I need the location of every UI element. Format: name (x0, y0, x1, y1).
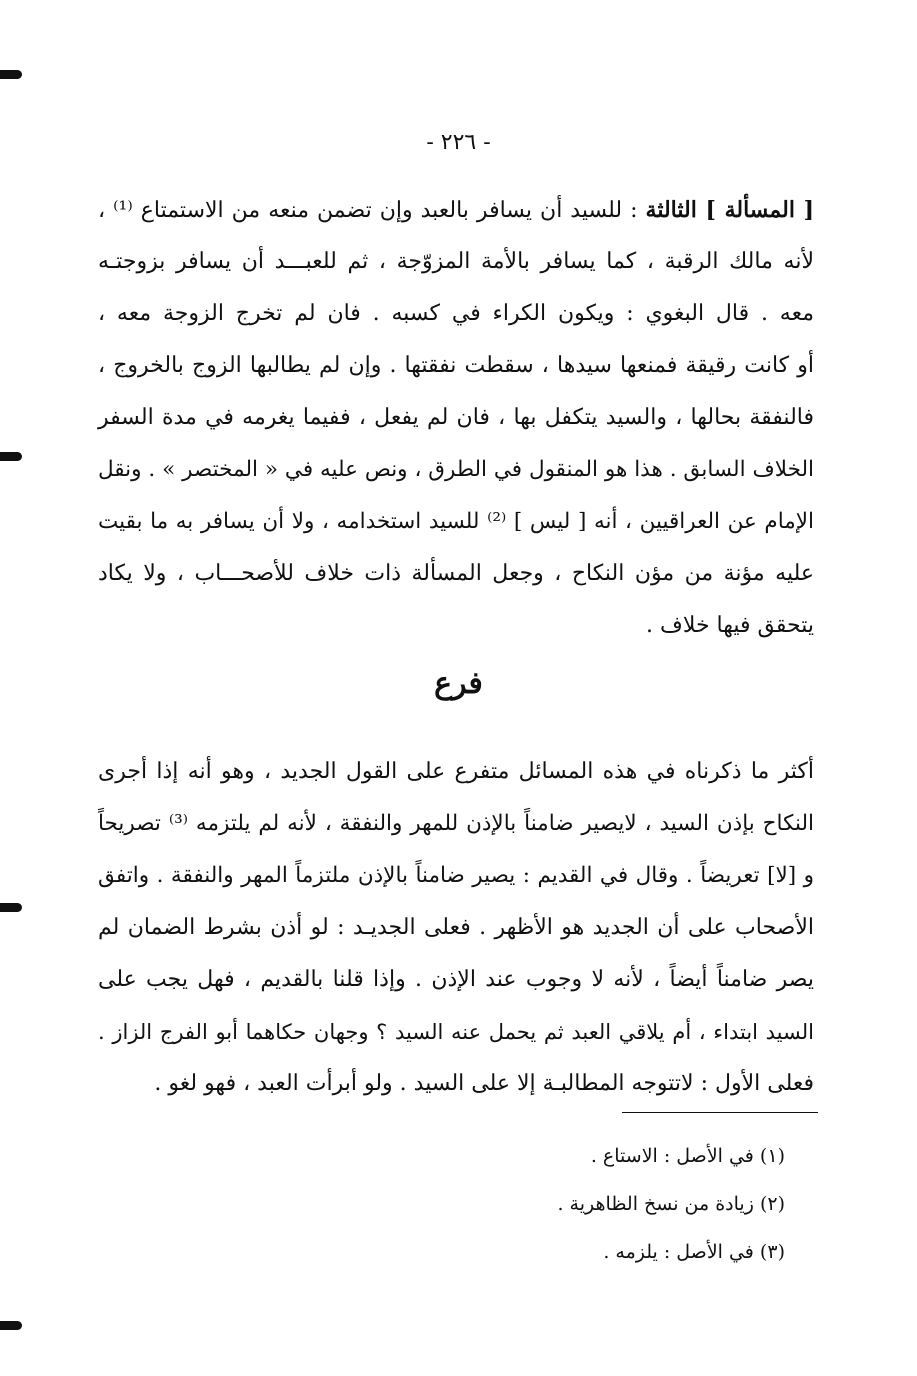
scan-edge-mark (0, 1321, 22, 1330)
paragraph-line: معه . قال البغوي : ويكون الكراء في كسبه . فان لم تخرج الزوجة معه ، (98, 301, 814, 326)
paragraph-branch (98, 746, 814, 1110)
issue-heading: [ المسألة ] الثالثة (645, 197, 815, 223)
paragraph-line: لأنه مالك الرقبة ، كما يسافر بالأمة المزوّجة ، ثم للعبـــد أن يسافر بزوجتـه (98, 249, 814, 274)
paragraph-third-issue (98, 184, 814, 652)
scan-edge-mark (0, 903, 22, 912)
paragraph-line: الأصحاب على أن الجديد هو الأظهر . فعلى الجديـد : لو أذن بشرط الضمان لم (98, 915, 814, 940)
paragraph-line (98, 184, 814, 236)
paragraph-line: أكثر ما ذكرناه في هذه المسائل متفرع على القول الجديد ، وهو أنه إذا أجرى (98, 759, 814, 784)
paragraph-line: و [لا] تعريضاً . وقال في القديم : يصير ضامناً بالإذن ملتزماً المهر والنفقة . واتفق (98, 863, 814, 888)
paragraph-line: عليه مؤنة من مؤن النكاح ، وجعل المسألة ذات خلاف للأصحـــاب ، ولا يكاد (98, 561, 814, 586)
page-number: - ٢٢٦ - (426, 130, 491, 155)
footnote-3: (٣) في الأصل : يلزمه . (603, 1241, 785, 1263)
scan-edge-mark (0, 452, 22, 461)
paragraph-line: السيد ابتداء ، أم يلاقي العبد ثم يحمل عنه السيد ؟ وجهان حكاهما أبو الفرج الزاز . (98, 1020, 814, 1044)
paragraph-line: الخلاف السابق . هذا هو المنقول في الطرق ، ونص عليه في « المختصر » . ونقل (98, 457, 814, 482)
paragraph-line: يصر ضامناً أيضاً ، لأنه لا وجوب عند الإذن . وإذا قلنا بالقديم ، فهل يجب على (98, 967, 814, 992)
footnote-1: (١) في الأصل : الاستاع . (590, 1145, 785, 1167)
footnotes (557, 1132, 785, 1276)
footnote-2: (٢) زيادة من نسخ الظاهرية . (557, 1193, 785, 1215)
paragraph-line: فالنفقة بحالها ، والسيد يتكفل بها ، فان لم يفعل ، ففيما يغرمه في مدة السفر (98, 405, 814, 430)
paragraph-line: النكاح بإذن السيد ، لايصير ضامناً بالإذن للمهر والنفقة ، لأنه لم يلتزمه ⁽³⁾ تصريحاً (98, 811, 814, 836)
scan-edge-mark (0, 70, 22, 79)
section-heading: فرع (434, 666, 483, 701)
paragraph-line: فعلى الأول : لاتتوجه المطالبـة إلا على السيد . ولو أبرأت العبد ، فهو لغو . (154, 1071, 814, 1096)
footnote-divider (622, 1112, 818, 1113)
line-text: : للسيد أن يسافر بالعبد وإن تضمن منعه من الاستمتاع ⁽¹⁾ ، (98, 198, 638, 223)
paragraph-line: أو كانت رقيقة فمنعها سيدها ، سقطت نفقتها . وإن لم يطالبها الزوج بالخروج ، (98, 353, 814, 378)
paragraph-line: يتحقق فيها خلاف . (646, 613, 814, 638)
paragraph-line: الإمام عن العراقيين ، أنه [ ليس ] ⁽²⁾ للسيد استخدامه ، ولا أن يسافر به ما بقيت (98, 509, 815, 534)
